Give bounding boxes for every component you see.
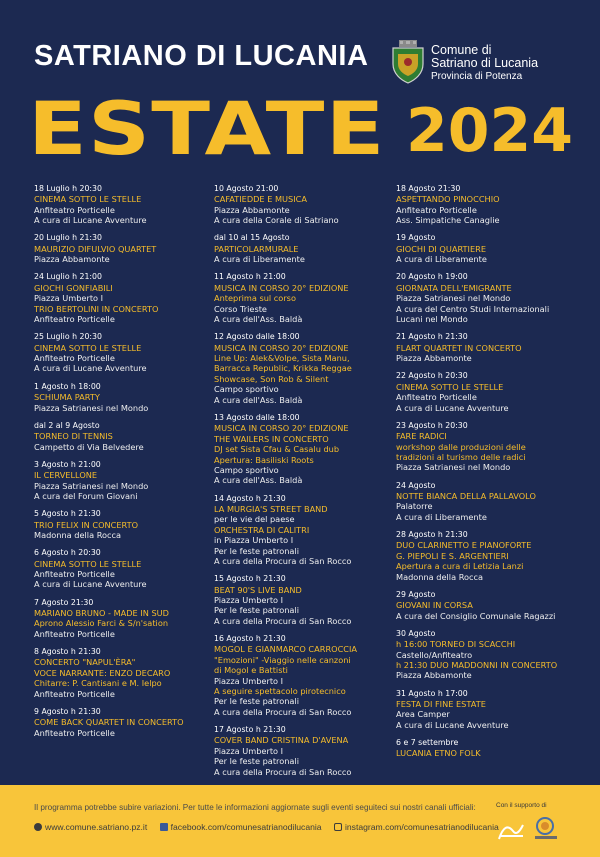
event-title: TRIO BERTOLINI IN CONCERTO [34,303,159,314]
event-detail: A cura di Lucane Avventure [34,215,147,226]
event-detail: Piazza Umberto I [214,745,284,756]
event-detail: Madonna della Rocca [34,529,122,540]
event-detail: Anfiteatro Porticelle [34,727,115,738]
event-item [34,382,220,413]
event-detail: A cura di Lucane Avventure [396,719,509,730]
event-date: 7 Agosto 21:30 [34,597,94,607]
event-detail: in Piazza Umberto I [214,535,294,546]
event-item [214,272,404,324]
event-detail: A cura di Liberamente [396,511,487,522]
event-detail: Anfiteatro Porticelle [34,568,115,579]
event-detail: Piazza Abbamonte [214,204,290,215]
event-title: ASPETTANDO PINOCCHIO [396,194,500,205]
event-date: 6 Agosto h 20:30 [34,548,101,558]
facebook-link[interactable]: facebook.com/comunesatrianodilucania [170,822,322,832]
event-title: VOCE NARRANTE: ENZO DECARO [34,667,171,678]
event-date: 19 Agosto [396,233,436,243]
event-detail: Piazza Satrianesi nel Mondo [396,293,511,304]
event-detail: Anfiteatro Porticelle [34,688,115,699]
event-title: BEAT 90'S LIVE BAND [214,584,302,595]
event-detail: Piazza Umberto I [34,293,104,304]
event-item [34,233,220,264]
event-title: CINEMA SOTTO LE STELLE [34,558,142,569]
event-title: A seguire spettacolo pirotecnico [214,686,346,697]
event-title: CINEMA SOTTO LE STELLE [34,194,142,205]
event-detail: A cura dell'Ass. Baldà [214,475,303,486]
event-title: GIORNATA DELL'EMIGRANTE [396,282,512,293]
event-title: TRIO FELIX IN CONCERTO [34,519,139,530]
event-date: 6 e 7 settembre [396,738,459,748]
event-detail: Piazza Abbamonte [396,353,472,364]
comune-line1: Comune di [431,43,492,57]
event-detail: A cura della Procura di San Rocco [214,706,352,717]
event-title: GIOCHI DI QUARTIERE [396,243,486,254]
event-title: Barracca Republic, Krikka Reggae [214,363,352,374]
event-title: Apertura a cura di Letizia Lanzi [396,561,524,572]
event-date: 31 Agosto h 17:00 [396,688,468,698]
event-title: MAURIZIO DIFULVIO QUARTET [34,243,157,254]
comune-line3: Provincia di Potenza [431,71,523,82]
event-title: di Mogol e Battisti [214,665,288,676]
event-detail: Ass. Simpatiche Canaglie [396,215,500,226]
sponsor-logos-icon [497,815,567,843]
event-item [214,574,404,626]
event-item [34,707,220,738]
event-title: CINEMA SOTTO LE STELLE [34,342,142,353]
event-date: 17 Agosto h 21:30 [214,725,286,735]
event-detail: Piazza Umberto I [214,595,284,605]
event-detail: A cura di Liberamente [396,254,487,265]
event-detail: Piazza Umberto I [214,675,284,686]
events-column-2 [214,184,404,785]
event-date: 25 Luglio h 20:30 [34,332,102,342]
event-title: PARTICOLARMURALE [214,243,299,254]
event-title: "Emozioni" -Viaggio nelle canzoni [214,654,351,665]
globe-icon [34,823,42,831]
event-detail: A cura dell'Ass. Baldà [214,314,303,325]
event-title: CAFATIEDDE E MUSICA [214,194,307,205]
town-title: SATRIANO DI LUCANIA [34,40,369,72]
event-date: 18 Agosto 21:30 [396,184,461,193]
event-detail: Piazza Satrianesi nel Mondo [34,402,149,413]
event-title: FARE RADICI [396,431,447,442]
event-title: h 16:00 TORNEO DI SCACCHI [396,639,516,650]
event-item [34,272,220,324]
event-title: NOTTE BIANCA DELLA PALLAVOLO [396,490,536,501]
event-detail: A cura di Lucane Avventure [396,402,509,413]
event-detail: Per le feste patronali [214,756,299,767]
event-title: MUSICA IN CORSO 20° EDIZIONE [214,423,349,434]
footer-links [34,822,509,832]
event-item [396,332,590,363]
event-detail: A cura della Corale di Satriano [214,215,339,226]
event-title: Aprono Alessio Farci & S/n'sation [34,618,169,629]
event-detail: Area Camper [396,709,450,720]
event-item [34,460,220,502]
event-detail: Campetto di Via Belvedere [34,441,144,452]
website-link[interactable]: www.comune.satriano.pz.it [45,822,148,832]
event-title: MUSICA IN CORSO 20° EDIZIONE [214,282,349,293]
event-item [214,725,404,777]
event-date: 28 Agosto h 21:30 [396,529,468,539]
event-detail: Per le feste patronali [214,545,299,556]
event-detail: Anfiteatro Porticelle [396,392,477,403]
event-date: 24 Agosto [396,480,436,490]
event-title: Showcase, Son Rob & Silent [214,373,329,384]
event-item [214,332,404,405]
event-title: MARIANO BRUNO - MADE IN SUD [34,607,169,618]
event-detail: Anfiteatro Porticelle [396,204,477,215]
event-title: LA MURGIA'S STREET BAND [214,503,328,514]
event-date: 22 Agosto h 20:30 [396,371,468,381]
event-detail: A cura dell'Ass. Baldà [214,394,303,405]
event-date: dal 2 al 9 Agosto [34,420,100,430]
event-title: LUCANIA ETNO FOLK [396,748,481,759]
event-detail: Per le feste patronali [214,696,299,707]
event-title: TORNEO DI TENNIS [34,431,113,442]
event-detail: A cura di Lucane Avventure [34,579,147,590]
event-date: 3 Agosto h 21:00 [34,459,101,469]
event-date: 9 Agosto h 21:30 [34,706,101,716]
event-title: MUSICA IN CORSO 20° EDIZIONE [214,342,349,353]
event-title: COVER BAND CRISTINA D'AVENA [214,735,349,746]
event-date: 24 Luglio h 21:00 [34,272,102,282]
event-title: G. PIEPOLI E S. ARGENTIERI [396,550,509,561]
event-date: 18 Luglio h 20:30 [34,184,102,193]
event-title: COME BACK QUARTET IN CONCERTO [34,717,184,728]
event-title: tradizioni al turismo delle radici [396,451,526,462]
footer [0,785,600,857]
facebook-icon [160,823,168,831]
event-date: 11 Agosto h 21:00 [214,272,286,282]
event-date: 20 Luglio h 21:30 [34,233,102,243]
event-date: 10 Agosto 21:00 [214,184,279,193]
event-date: 13 Agosto dalle 18:00 [214,412,300,422]
support-label: Con il supporto di [496,802,547,809]
event-item [214,184,404,226]
event-detail: A cura della Procura di San Rocco [214,766,352,777]
event-detail: Palatorre [396,501,433,512]
event-item [34,598,220,640]
event-detail: Piazza Abbamonte [34,254,110,265]
event-item [396,421,590,473]
event-detail: Piazza Satrianesi nel Mondo [34,480,149,491]
event-item [34,421,220,452]
event-detail: Corso Trieste [214,303,267,314]
event-title: CINEMA SOTTO LE STELLE [396,381,504,392]
event-detail: Piazza Abbamonte [396,670,472,681]
footer-note: Il programma potrebbe subire variazioni. Per tutte le informazioni aggiornate sugli eventi seguiteci sui nostri canali ufficiali: [34,803,476,812]
event-detail: A cura del Consiglio Comunale Ragazzi [396,610,556,621]
event-item [396,629,590,681]
event-item [396,272,590,324]
event-detail: A cura del Forum Giovani [34,490,138,501]
event-date: dal 10 al 15 Agosto [214,233,290,243]
event-title: workshop dalle produzioni delle [396,441,526,452]
event-detail: Castello/Anfiteatro [396,649,473,660]
events-column-3 [396,184,590,767]
event-title: Line Up: Alek&Volpe, Sista Manu, [214,353,350,364]
event-detail: Campo sportivo [214,384,279,395]
event-item [34,509,220,540]
event-detail: Anfiteatro Porticelle [34,353,115,364]
event-title: GIOVANI IN CORSA [396,600,473,611]
event-date: 16 Agosto h 21:30 [214,634,286,644]
event-item [396,233,590,264]
event-item [214,413,404,486]
headline-year: 2024 [406,96,573,166]
event-date: 5 Agosto h 21:30 [34,509,101,519]
event-detail: A cura della Procura di San Rocco [214,555,352,566]
event-item [396,738,590,759]
event-detail: A cura della Procura di San Rocco [214,615,352,626]
instagram-link[interactable]: instagram.com/comunesatrianodilucania [344,822,499,832]
event-date: 15 Agosto h 21:30 [214,574,286,584]
event-detail: Lucani nel Mondo [396,314,468,325]
event-item [34,548,220,590]
event-item [396,530,590,582]
event-detail: A cura di Liberamente [214,254,305,265]
event-title: h 21:30 DUO MADDONNI IN CONCERTO [396,660,558,671]
event-title: Apertura: Basiliski Roots [214,454,314,465]
event-item [34,332,220,374]
event-item [396,481,590,523]
event-title: FESTA DI FINE ESTATE [396,699,486,710]
instagram-icon [334,823,342,831]
event-item [214,634,404,717]
comune-block [431,44,538,83]
event-detail: A cura di Lucane Avventure [34,363,147,374]
comune-line2: Satriano di Lucania [431,56,539,70]
event-item [214,233,404,264]
event-date: 20 Agosto h 19:00 [396,272,468,282]
event-detail: Anfiteatro Porticelle [34,314,115,325]
event-detail: per le vie del paese [214,514,295,525]
event-date: 23 Agosto h 20:30 [396,420,468,430]
headline-estate: ESTATE [28,87,386,172]
event-detail: Anfiteatro Porticelle [34,628,115,639]
event-title: THE WAILERS IN CONCERTO [214,433,329,444]
town-crest-icon [390,40,426,84]
event-date: 21 Agosto h 21:30 [396,332,468,342]
event-title: DJ set Sista Cfau & Casalu dub [214,444,340,455]
event-detail: Per le feste patronali [214,605,299,616]
event-title: MOGOL E GIANMARCO CARROCCIA [214,644,358,655]
event-title: GIOCHI GONFIABILI [34,282,113,293]
event-item [214,494,404,567]
headline [28,88,573,172]
event-title: Anteprima sul corso [214,293,296,304]
event-title: DUO CLARINETTO E PIANOFORTE [396,540,532,551]
event-title: SCHIUMA PARTY [34,392,100,403]
event-item [34,184,220,226]
event-detail: A cura del Centro Studi Internazionali [396,303,550,314]
event-detail: Piazza Satrianesi nel Mondo [396,462,511,473]
event-date: 29 Agosto [396,589,436,599]
event-date: 1 Agosto h 18:00 [34,381,101,391]
event-date: 30 Agosto [396,628,436,638]
event-date: 14 Agosto h 21:30 [214,493,286,503]
event-detail: Madonna della Rocca [396,571,484,582]
event-item [396,689,590,731]
event-title: Chitarre: P. Cantisani e M. Ielpo [34,678,162,689]
event-title: ORCHESTRA DI CALITRI [214,524,310,535]
event-item [34,647,220,699]
event-item [396,371,590,413]
event-date: 12 Agosto dalle 18:00 [214,332,300,342]
event-title: FLART QUARTET IN CONCERTO [396,342,522,353]
event-item [396,590,590,621]
event-detail: Campo sportivo [214,464,279,475]
event-item [396,184,590,226]
event-title: IL CERVELLONE [34,470,98,481]
events-column-1 [34,184,220,746]
event-detail: Anfiteatro Porticelle [34,204,115,215]
event-date: 8 Agosto h 21:30 [34,647,101,656]
event-title: CONCERTO "NAPUL'ÈRA" [34,657,136,668]
